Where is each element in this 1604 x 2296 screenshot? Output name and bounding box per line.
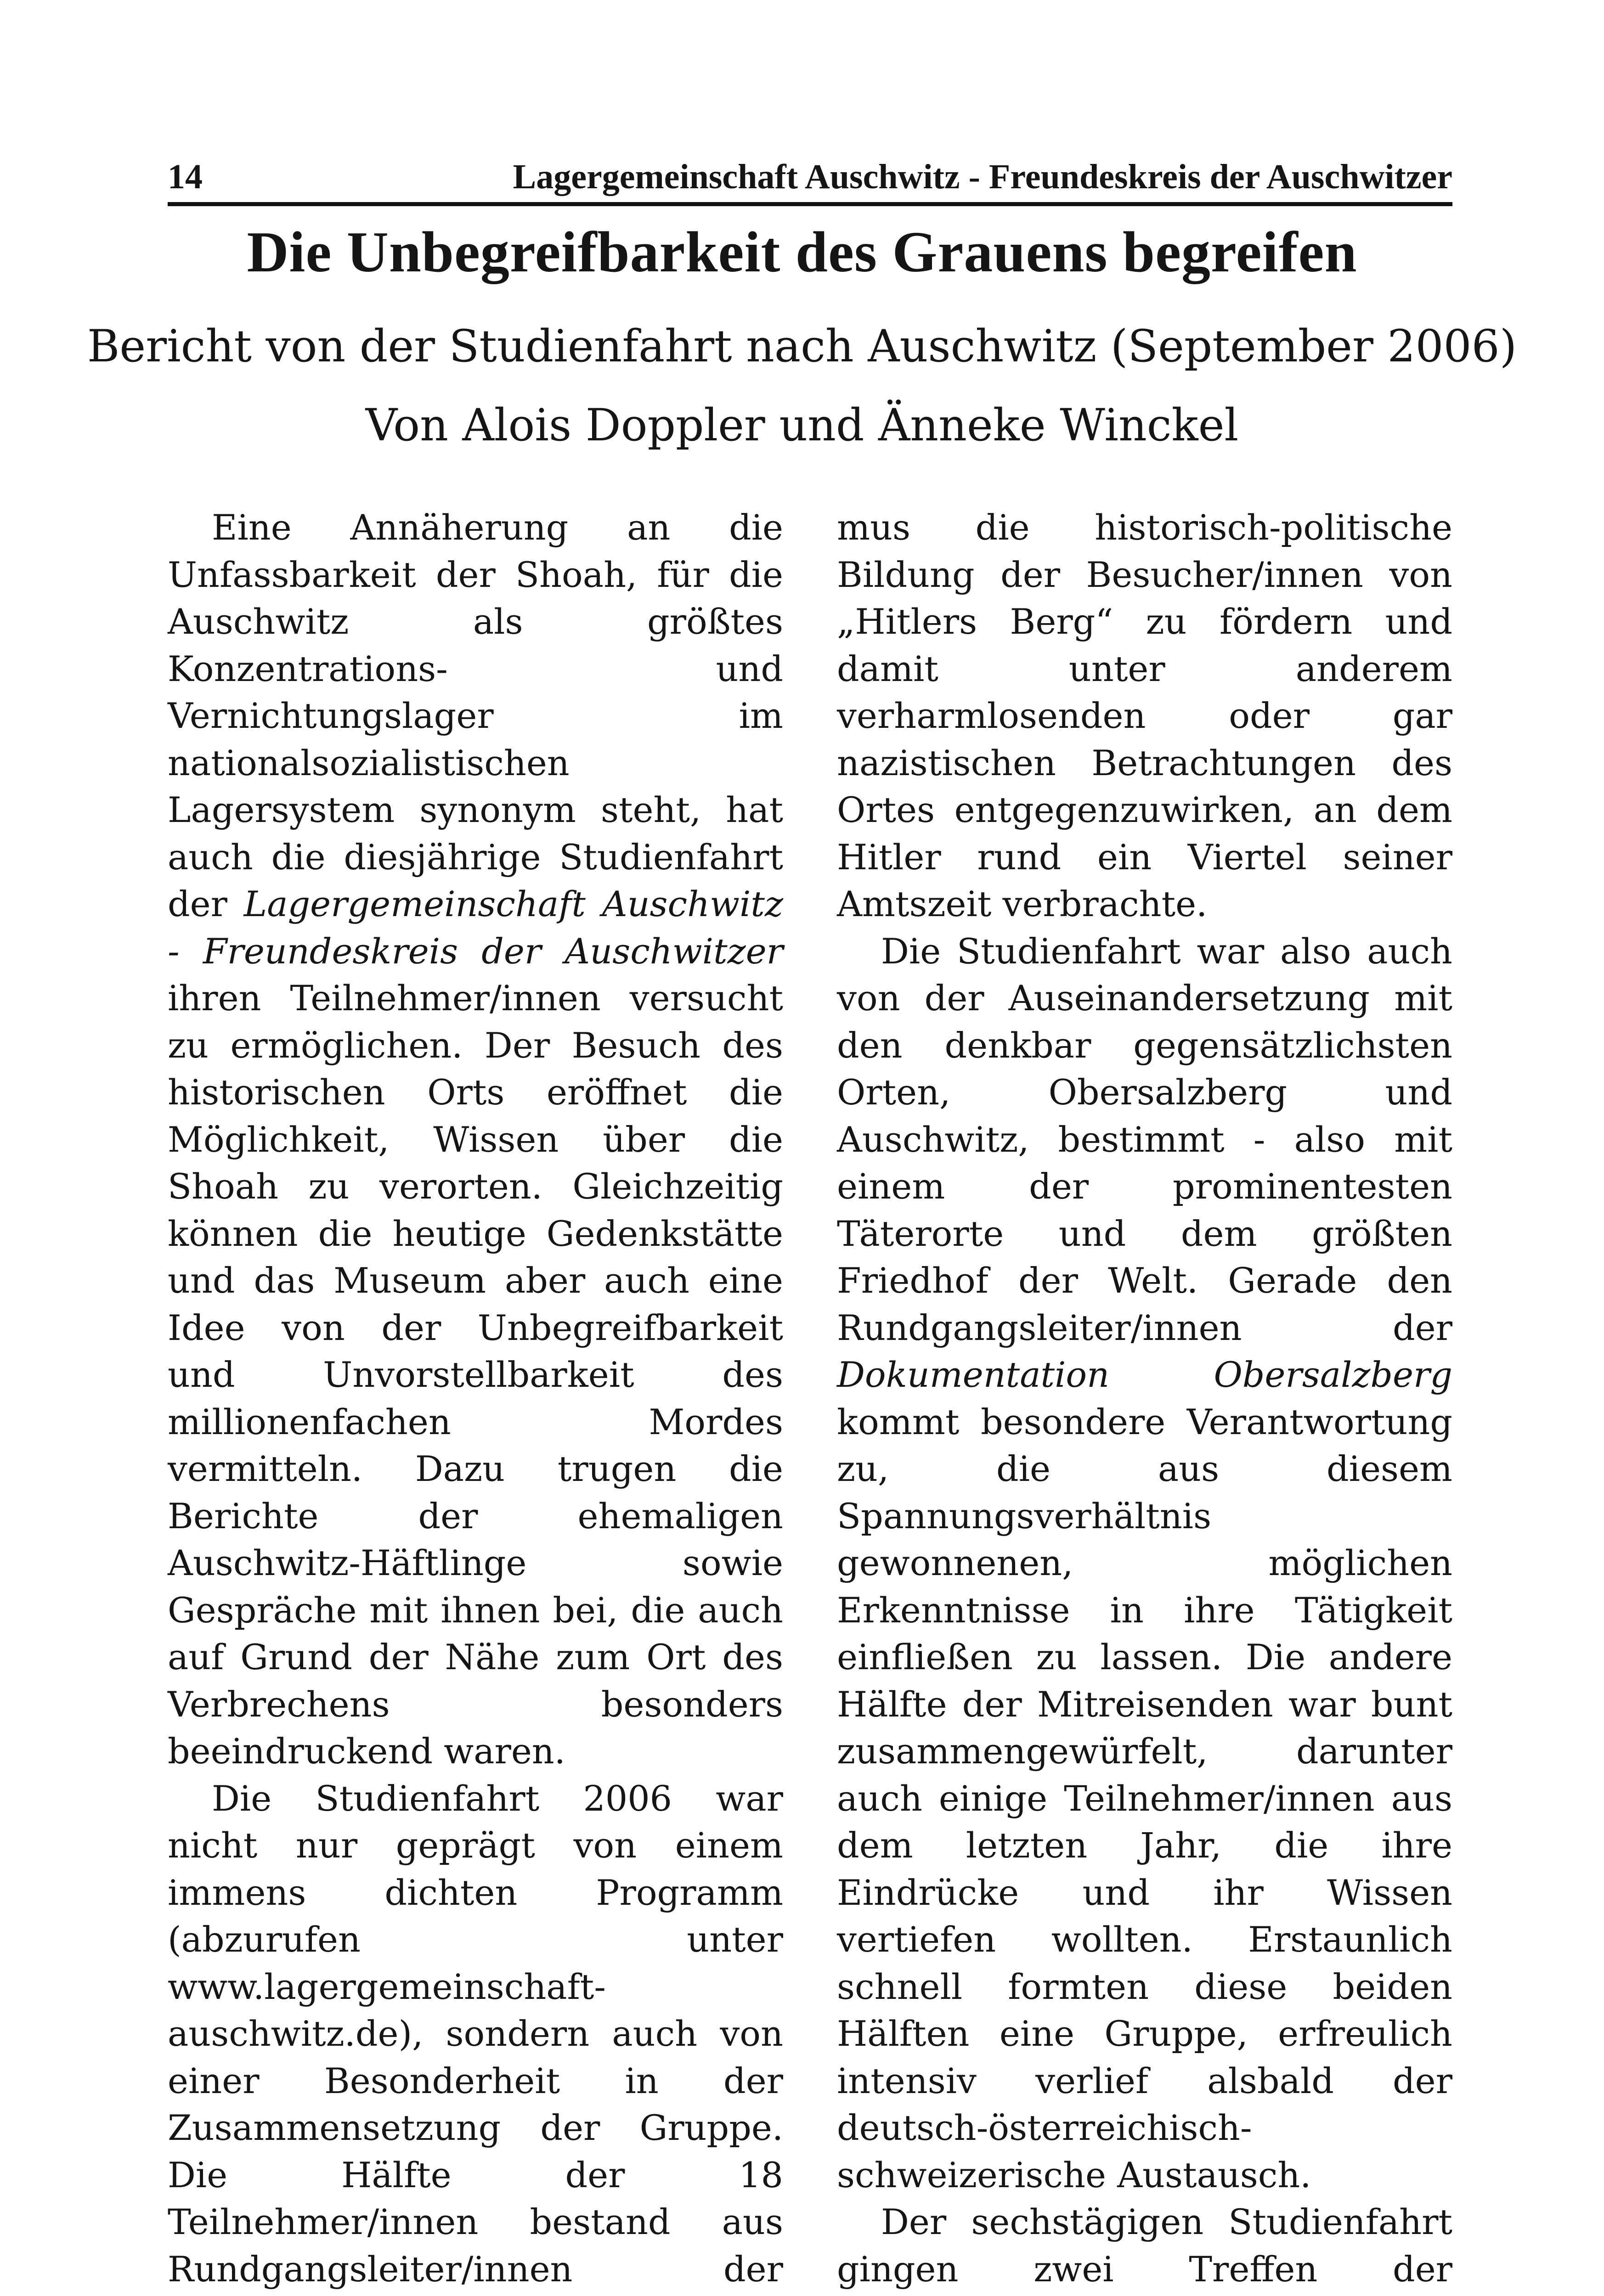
article-byline: Von Alois Doppler und Änneke Winckel <box>0 400 1604 451</box>
left-column <box>168 504 783 2296</box>
paragraph-text: Die Studienfahrt war also auch von der Auseinandersetzung mit den denkbar gegensätzlichsten Orten, Obersalzberg und Auschwitz, bestimmt - also mit einem der prominentesten Täterorte und dem größten Friedhof der Welt. Gerade den Rundgangsleiter/innen der <box>837 931 1452 1348</box>
paragraph-text: Eine Annäherung an die Unfassbarkeit der Shoah, für die Auschwitz als größtes Konzentrations- und Vernichtungslager im nationalsozialistischen Lagersystem synonym steht, hat auch die diesjährige Studienfahrt der <box>168 507 783 924</box>
paragraph <box>837 928 1452 2199</box>
paragraph-text: kommt besondere Verantwortung zu, die aus diesem Spannungsverhältnis gewonnenen, möglichen Erkenntnisse in ihre Tätigkeit einfließen zu lassen. Die andere Hälfte der Mitreisenden war bunt zusammengewürfelt, darunter auch einige Teilnehmer/innen aus dem letzten Jahr, die ihre Eindrücke und ihr Wissen vertiefen wollten. Erstaunlich schnell formten diese beiden Hälften eine Gruppe, erfreulich intensiv verlief alsbald der deutsch-österreichisch-schweizerische Austausch. <box>837 1401 1452 2195</box>
running-header <box>168 147 1452 206</box>
article-subtitle: Bericht von der Studienfahrt nach Auschwitz (September 2006) <box>0 321 1604 372</box>
paragraph-text: Die Studienfahrt 2006 war nicht nur geprägt von einem immens dichten Programm (abzurufen unter www.lagergemeinschaft-auschwitz.de), sondern auch von einer Besonderheit in der Zusammensetzung der Gruppe. Die Hälfte der 18 Teilnehmer/innen bestand aus Rundgangsleiter/innen der <box>168 1778 783 2290</box>
italic-publication-name: Lagergemeinschaft Auschwitz - Freundeskreis der Auschwitzer <box>168 884 783 972</box>
italic-institution-name: Dokumentation Obersalzberg <box>837 1354 1452 1395</box>
article-title: Die Unbegreifbarkeit des Grauens begreifen <box>0 219 1604 286</box>
publication-name: Lagergemeinschaft Auschwitz - Freundeskreis der Auschwitzer <box>513 157 1452 197</box>
paragraph <box>168 1775 783 2296</box>
paragraph <box>168 504 783 1775</box>
page-number: 14 <box>168 157 203 197</box>
right-column <box>837 504 1452 2296</box>
paragraph: Der sechstägigen Studienfahrt gingen zwei Treffen der <box>837 2199 1452 2296</box>
paragraph-continued: mus die historisch-politische Bildung der Besucher/innen von „Hitlers Berg“ zu fördern und damit unter anderem verharmlosenden oder gar nazistischen Betrachtungen des Ortes entgegenzuwirken, an dem Hitler rund ein Viertel seiner Amtszeit verbrachte. <box>837 504 1452 928</box>
paragraph-text: ihren Teilnehmer/innen versucht zu ermöglichen. Der Besuch des historischen Orts eröffnet die Möglichkeit, Wissen über die Shoah zu verorten. Gleichzeitig können die heutige Gedenkstätte und das Museum aber auch eine Idee von der Unbegreifbarkeit und Unvorstellbarkeit des millionenfachen Mordes vermitteln. Dazu trugen die Berichte der ehemaligen Auschwitz-Häftlinge sowie Gespräche mit ihnen bei, die auch auf Grund der Nähe zum Ort des Verbrechens besonders beeindruckend waren. <box>168 978 783 1772</box>
